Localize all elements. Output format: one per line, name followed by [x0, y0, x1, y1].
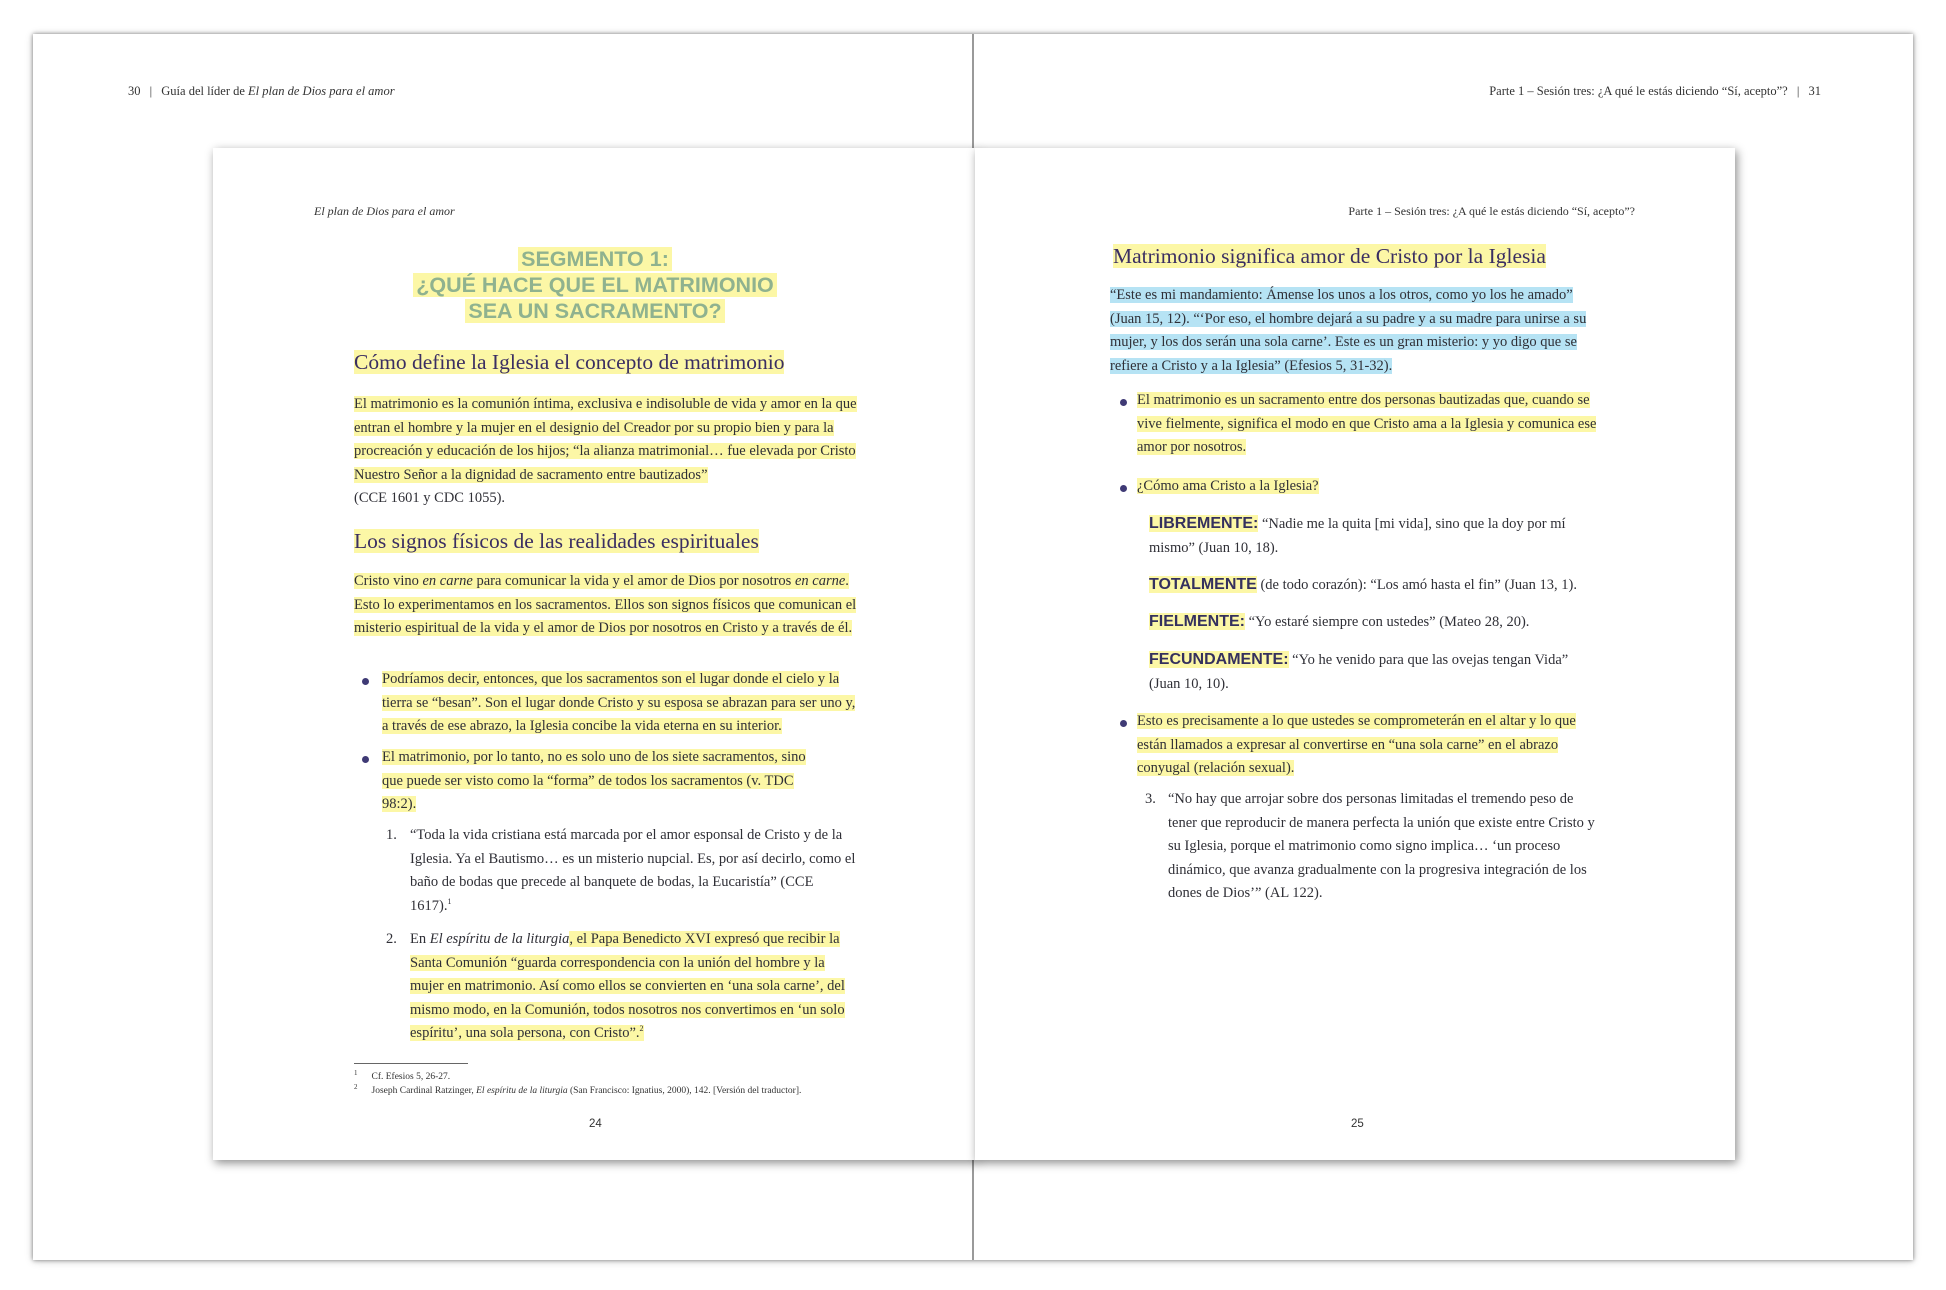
numbered-item: “Toda la vida cristiana está marcada por el amor esponsal de Cristo y de la Iglesia. Ya el Bautismo… es un misterio nupcial. Es, por así decirlo, como el baño de bodas que precede al banquete de bodas, la Eucaristía” (CCE 1617).$^1$ — [410, 827, 856, 914]
list-number: 2. — [386, 931, 397, 947]
bullet-item: Podríamos decir, entonces, que los sacramentos son el lugar donde el cielo y la tierra se “besan”. Son el lugar donde Cristo y su esposa se abrazan para ser uno y, a través de ese abrazo, la Iglesia concibe la vida eterna en su interior. — [382, 671, 856, 734]
section-heading: Los signos físicos de las realidades espirituales — [354, 529, 759, 553]
numbered-item: “No hay que arrojar sobre dos personas limitadas el tremendo peso de tener que reproducir de manera perfecta la unión que existe entre Cristo y su Iglesia, porque el matrimonio como signo implica… ‘un proceso dinámico, que avanza gradualmente con la progresiva integración de los dones de Dios’” (AL 122). — [1168, 791, 1595, 901]
bullet-item: Esto es precisamente a lo que ustedes se comprometerán en el altar y lo que están llamados a expresar al convertirse en “una sola carne” en el abrazo conyugal (relación sexual). — [1137, 713, 1576, 776]
paragraph: El matrimonio es la comunión íntima, exclusiva e indisoluble de vida y amor en la que entran el hombre y la mujer en el designio del Creador por su propio bien y para la procreación y educación de los hijos; “la alianza matrimonial… fue elevada por Cristo Nuestro Señor a la dignidad de sacramento entre bautizados” (CCE 1601 y CDC 1055). — [354, 396, 857, 506]
love-way-item: TOTALMENTE (de todo corazón): “Los amó hasta el fin” (Juan 13, 1). — [1149, 576, 1577, 593]
bullet-item: El matrimonio, por lo tanto, no es solo uno de los siete sacramentos, sino que puede ser visto como la “forma” de todos los sacramentos (v. TDC 98:2). — [382, 749, 806, 812]
love-way-item: FIELMENTE: “Yo estaré siempre con ustedes” (Mateo 28, 20). — [1149, 613, 1530, 630]
page-number: 25 — [1351, 1118, 1364, 1130]
page-number: 24 — [589, 1118, 602, 1130]
bullet-dot — [1120, 399, 1127, 406]
love-way-item: LIBREMENTE: “Nadie me la quita [mi vida], sino que la doy por mí mismo” (Juan 10, 18). — [1149, 515, 1566, 556]
running-header-right: Parte 1 – Sesión tres: ¿A qué le estás diciendo “Sí, acepto”? | 31 — [1489, 84, 1821, 98]
running-header-left: 30 | Guía del líder de El plan de Dios para el amor — [128, 84, 395, 98]
segment-title: SEGMENTO 1: ¿QUÉ HACE QUE EL MATRIMONIO SEA UN SACRAMENTO? — [213, 246, 977, 324]
bullet-dot — [362, 678, 369, 685]
footnote: $^2$ Joseph Cardinal Ratzinger, El espíritu de la liturgia (San Francisco: Ignatius, 2000), 142. [Versión del traductor]. — [354, 1082, 802, 1096]
bullet-dot — [1120, 720, 1127, 727]
footnote: $^1$ Cf. Efesios 5, 26-27. — [354, 1068, 451, 1082]
page-header: Parte 1 – Sesión tres: ¿A qué le estás diciendo “Sí, acepto”? — [1348, 204, 1635, 218]
list-number: 1. — [386, 827, 397, 843]
left-page — [213, 148, 977, 1160]
numbered-item: En El espíritu de la liturgia, el Papa Benedicto XVI expresó que recibir la Santa Comunión “guarda correspondencia con la unión del hombre y la mujer en matrimonio. Así como ellos se convierten en ‘una sola carne’, del mismo modo, en la Comunión, todos nosotros nos convertimos en ‘un solo espíritu’, una sola persona, con Cristo”.$^2$ — [410, 931, 845, 1041]
bullet-dot — [1120, 485, 1127, 492]
bullet-dot — [362, 756, 369, 763]
page-header: El plan de Dios para el amor — [314, 204, 455, 218]
scripture-quote: “Este es mi mandamiento: Ámense los unos a los otros, como yo los he amado” (Juan 15, 12). “‘Por eso, el hombre dejará a su padre y a su madre para unirse a su mujer, y los dos serán una sola carne’. Este es un gran misterio: y yo digo que se refiere a Cristo y a la Iglesia” (Efesios 5, 31-32). — [1110, 287, 1587, 374]
right-page — [975, 148, 1735, 1160]
bullet-item: El matrimonio es un sacramento entre dos personas bautizadas que, cuando se vive fielmente, significa el modo en que Cristo ama a la Iglesia y comunica ese amor por nosotros. — [1137, 392, 1597, 455]
list-number: 3. — [1145, 791, 1156, 807]
section-heading: Matrimonio significa amor de Cristo por la Iglesia — [1113, 244, 1546, 268]
love-way-item: FECUNDAMENTE: “Yo he venido para que las ovejas tengan Vida” (Juan 10, 10). — [1149, 651, 1569, 692]
section-heading: Cómo define la Iglesia el concepto de matrimonio — [354, 350, 785, 374]
footnote-rule — [354, 1063, 468, 1064]
paragraph: Cristo vino en carne para comunicar la vida y el amor de Dios por nosotros en carne. Esto lo experimentamos en los sacramentos. Ellos son signos físicos que comunican el misterio espiritual de la vida y el amor de Dios por nosotros en Cristo y a través de él. — [354, 573, 857, 636]
bullet-item: ¿Cómo ama Cristo a la Iglesia? — [1137, 478, 1319, 494]
